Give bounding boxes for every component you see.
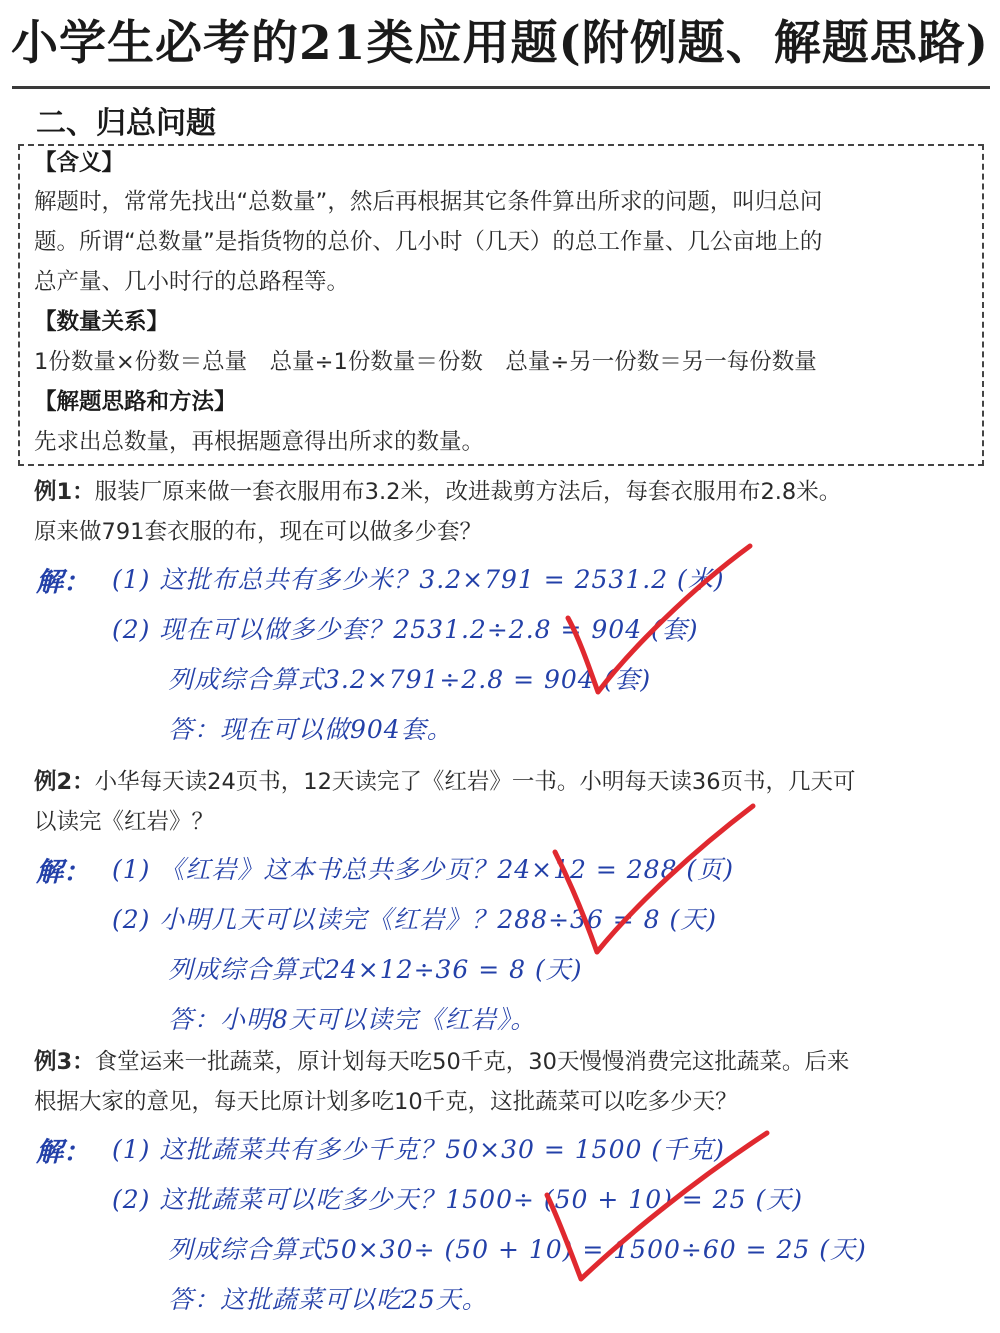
check-mark-icon — [560, 540, 760, 710]
solution-step: (2) 这批蔬菜可以吃多少天？1500÷ (50 + 10) = 25 (天) — [112, 1185, 803, 1214]
solution-step: (1) 《红岩》这本书总共多少页？24×12 = 288 (页) — [112, 855, 734, 884]
title-divider — [12, 86, 990, 89]
example-question — [34, 1042, 849, 1082]
question-line: 食堂运来一批蔬菜，原计划每天吃50千克，30天慢慢消费完这批蔬菜。后来 — [94, 1049, 850, 1075]
solution-step: 列成综合算式24×12÷36 = 8 (天) — [168, 955, 583, 984]
example-question — [34, 472, 841, 512]
example-question — [34, 762, 856, 802]
question-line: 原来做791套衣服的布，现在可以做多少套？ — [34, 519, 482, 545]
solution-step: (2) 小明几天可以读完《红岩》？288÷36 = 8 (天) — [112, 905, 718, 934]
meaning-heading: 【含义】 — [34, 150, 125, 176]
answer-line: 答：这批蔬菜可以吃25天。 — [168, 1285, 488, 1314]
solution-label: 解： — [36, 1137, 90, 1168]
question-line: 小华每天读24页书，12天读完了《红岩》一书。小明每天读36页书，几天可 — [94, 769, 856, 795]
method-text: 先求出总数量，再根据题意得出所求的数量。 — [34, 429, 485, 455]
solution-label: 解： — [36, 857, 90, 888]
example-label: 例1： — [34, 479, 95, 505]
method-heading: 【解题思路和方法】 — [34, 389, 237, 415]
solution-label: 解： — [36, 567, 90, 598]
meaning-line: 题。所谓“总数量”是指货物的总价、几小时（几天）的总工作量、几公亩地上的 — [34, 229, 823, 255]
question-line: 以读完《红岩》？ — [34, 809, 215, 835]
relation-text: 1份数量×份数＝总量 总量÷1份数量＝份数 总量÷另一份数＝另一每份数量 — [34, 349, 817, 375]
solution-step: 列成综合算式50×30÷ (50 + 10) = 1500÷60 = 25 (天) — [168, 1235, 867, 1264]
section-title: 二、归总问题 — [36, 106, 216, 141]
solution-step: 列成综合算式3.2×791÷2.8 = 904 (套) — [168, 665, 652, 694]
answer-line: 答：小明8天可以读完《红岩》。 — [168, 1005, 537, 1034]
check-mark-icon — [535, 1125, 775, 1285]
page-title: 小学生必考的21类应用题(附例题、解题思路) — [11, 16, 989, 71]
question-line: 根据大家的意见，每天比原计划多吃10千克，这批蔬菜可以吃多少天？ — [34, 1089, 738, 1115]
solution-step: (2) 现在可以做多少套？2531.2÷2.8 = 904 (套) — [112, 615, 699, 644]
check-mark-icon — [545, 800, 760, 960]
example-label: 例2： — [34, 769, 95, 795]
example-label: 例3： — [34, 1049, 95, 1075]
answer-line: 答：现在可以做904套。 — [168, 715, 453, 744]
question-line: 服装厂原来做一套衣服用布3.2米，改进裁剪方法后，每套衣服用布2.8米。 — [94, 479, 842, 505]
solution-step: (1) 这批蔬菜共有多少千克？50×30 = 1500 (千克) — [112, 1135, 725, 1164]
relation-heading: 【数量关系】 — [34, 309, 170, 335]
solution-step: (1) 这批布总共有多少米？3.2×791 = 2531.2 (米) — [112, 565, 725, 594]
meaning-line: 总产量、几小时行的总路程等。 — [34, 269, 350, 295]
meaning-line: 解题时，常常先找出“总数量”，然后再根据其它条件算出所求的问题，叫归总问 — [34, 189, 823, 215]
